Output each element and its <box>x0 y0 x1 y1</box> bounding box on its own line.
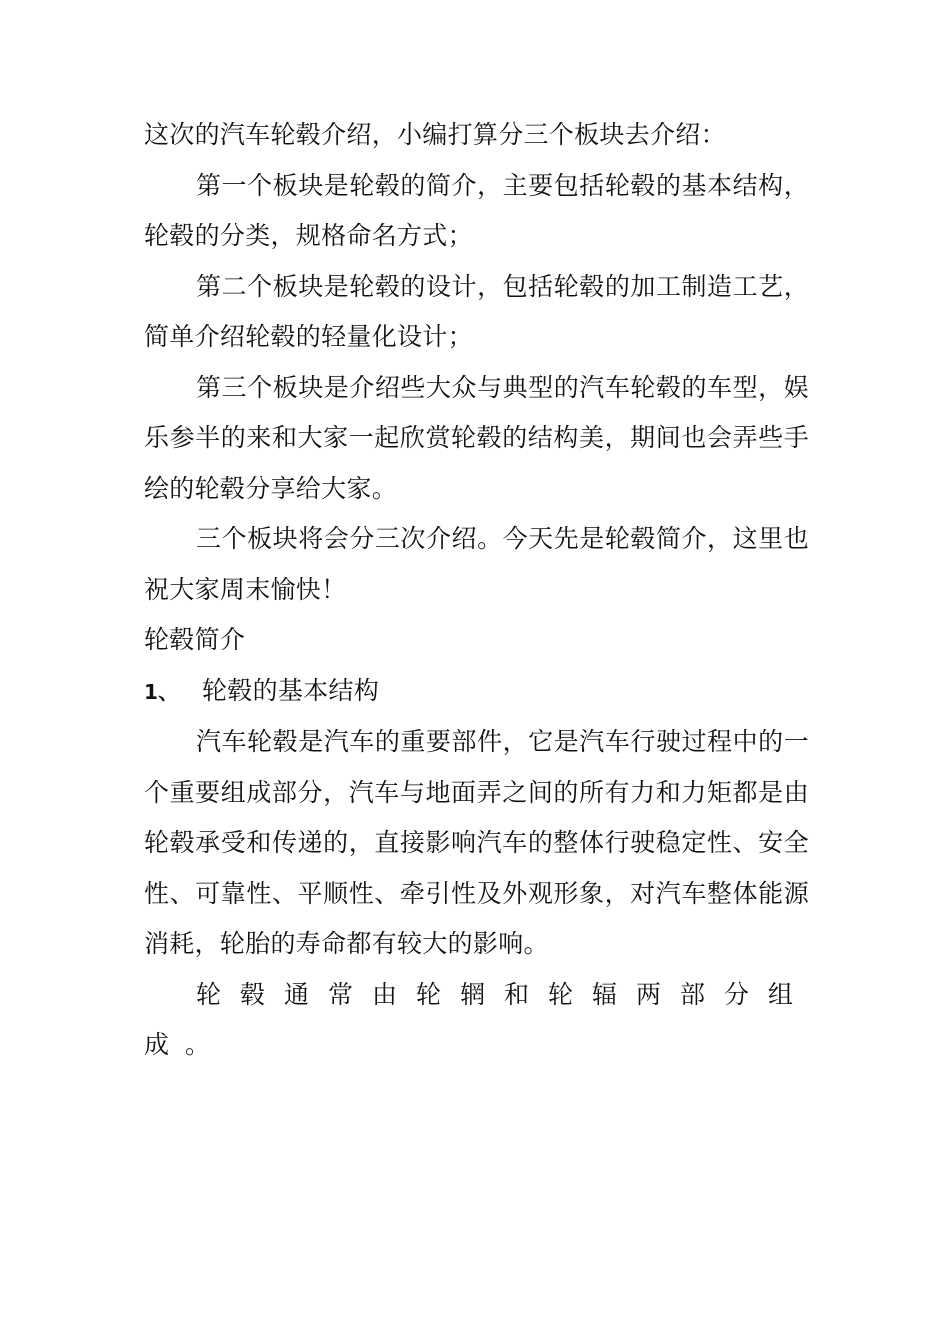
body-paragraph: 汽车轮毂是汽车的重要部件，它是汽车行驶过程中的一个重要组成部分，汽车与地面弄之间的所有力和力矩都是由轮毂承受和传递的，直接影响汽车的整体行驶稳定性、安全性、可靠性、平顺性、牵引性及外观形象，对汽车整体能源消耗，轮胎的寿命都有较大的影响。 <box>144 727 809 958</box>
intro-paragraph: 这次的汽车轮毂介绍，小编打算分三个板块去介绍： <box>144 120 726 149</box>
section-one-paragraph: 第一个板块是轮毂的简介，主要包括轮毂的基本结构，轮毂的分类，规格命名方式； <box>144 170 809 250</box>
section-two-paragraph: 第二个板块是轮毂的设计，包括轮毂的加工制造工艺，简单介绍轮毂的轻量化设计； <box>144 271 809 351</box>
document-content <box>144 110 809 1071</box>
body-paragraph-rim: 轮毂通常由轮辋和轮辐两部分组成。 <box>144 979 809 1059</box>
subsection-heading <box>144 666 809 718</box>
subsection-title: 轮毂的基本结构 <box>202 675 380 705</box>
section-three-paragraph: 第三个板块是介绍些大众与典型的汽车轮毂的车型，娱乐参半的来和大家一起欣赏轮毂的结构美，期间也会弄些手绘的轮毂分享给大家。 <box>144 372 809 503</box>
schedule-paragraph: 三个板块将会分三次介绍。今天先是轮毂简介，这里也祝大家周末愉快！ <box>144 524 809 604</box>
subsection-number: 1、 <box>144 679 179 704</box>
section-title: 轮毂简介 <box>144 625 246 654</box>
